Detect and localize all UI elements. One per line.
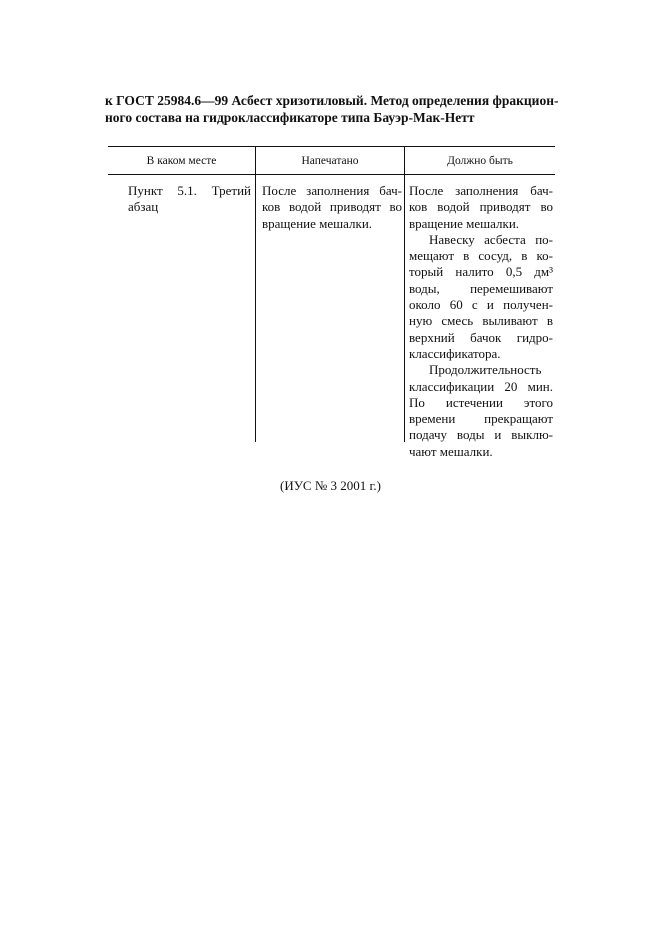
cell-printed	[255, 175, 404, 442]
should-be-line: подачу воды и выклю-	[409, 427, 553, 443]
should-be-line: Навеску асбеста по-	[429, 231, 553, 247]
amendment-table	[108, 146, 555, 459]
source-note: (ИУС № 3 2001 г.)	[280, 478, 381, 493]
should-be-line: мещают в сосуд, в ко-	[409, 248, 553, 264]
printed-line: вращение мешалки.	[262, 215, 373, 231]
heading-line-1: к ГОСТ 25984.6—99 Асбест хризотиловый. Метод определения фракцион-	[105, 93, 559, 108]
header-place: В каком месте	[146, 154, 217, 167]
header-printed: Напечатано	[255, 147, 404, 174]
cell-should-be	[404, 175, 555, 459]
should-be-line: воды, перемешивают	[409, 280, 553, 296]
cell-place	[108, 175, 255, 442]
should-be-line: ков водой приводят во	[409, 199, 553, 215]
header-should-be: Должно быть	[404, 147, 555, 174]
table-row	[108, 175, 555, 459]
should-be-line: вращение мешалки.	[409, 215, 520, 231]
should-be-line: времени прекращают	[409, 411, 553, 427]
printed-line: После заполнения бач-	[262, 183, 402, 198]
should-be-line: чают мешалки.	[409, 443, 493, 459]
table-header-row	[108, 147, 555, 175]
heading-line-2: ного состава на гидроклассификаторе типа Бауэр-Мак-Нетт	[105, 110, 475, 125]
printed-line: ков водой приводят во	[262, 199, 402, 215]
should-be-line: классификатора.	[409, 345, 501, 361]
amendment-heading	[105, 92, 559, 126]
place-line-1: Пункт 5.1. Третий	[128, 183, 251, 198]
should-be-line: Продолжительность	[429, 362, 542, 378]
should-be-line: классификации 20 мин.	[409, 378, 553, 394]
should-be-line: верхний бачок гидро-	[409, 329, 553, 345]
should-be-line: ную смесь выливают в	[409, 313, 553, 329]
should-be-line: торый налито 0,5 дм³	[409, 264, 553, 280]
should-be-line: По истечении этого	[409, 394, 553, 410]
should-be-line: После заполнения бач-	[409, 183, 553, 198]
place-line-2: абзац	[128, 199, 159, 215]
should-be-line: около 60 с и получен-	[409, 297, 553, 313]
